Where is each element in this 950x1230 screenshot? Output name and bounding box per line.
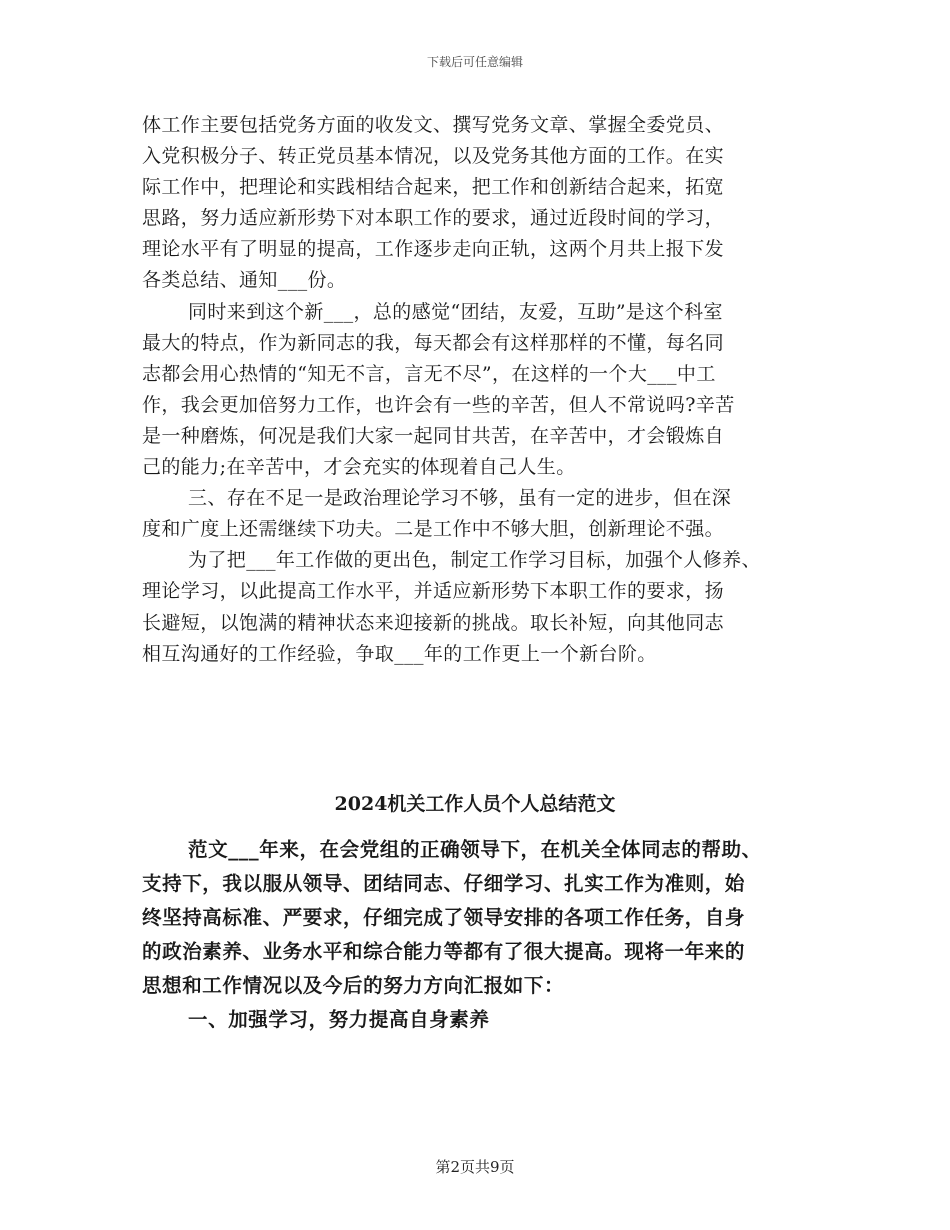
page-header-note: 下载后可任意编辑 bbox=[426, 55, 523, 69]
body-line: 最大的特点，作为新同志的我，每天都会有这样那样的不懂，每名同 bbox=[142, 331, 725, 354]
body-line: 各类总结、通知___份。 bbox=[142, 269, 347, 292]
body-line: 相互沟通好的工作经验，争取___年的工作更上一个新台阶。 bbox=[142, 642, 657, 665]
body-line: 理论水平有了明显的提高，工作逐步走向正轨，这两个月共上报下发 bbox=[142, 238, 725, 261]
body-line: 支持下，我以服从领导、团结同志、仔细学习、扎实工作为准则，始 bbox=[142, 872, 746, 895]
body-line: 作，我会更加倍努力工作，也许会有一些的辛苦，但人不常说吗?辛苦 bbox=[142, 393, 735, 416]
body-line: 思路，努力适应新形势下对本职工作的要求，通过近段时间的学习， bbox=[142, 207, 725, 230]
page-number: 第2页共9页 bbox=[435, 1158, 515, 1176]
bold-body-text bbox=[142, 833, 822, 1037]
body-text bbox=[142, 110, 822, 670]
body-line: 度和广度上还需继续下功夫。二是工作中不够大胆，创新理论不强。 bbox=[142, 518, 725, 541]
body-line: 长避短，以饱满的精神状态来迎接新的挑战。取长补短，向其他同志 bbox=[142, 611, 725, 634]
paragraph-start-line: 范文___年来，在会党组的正确领导下，在机关全体同志的帮助、 bbox=[188, 838, 762, 861]
body-line: 是一种磨炼，何况是我们大家一起同甘共苦，在辛苦中，才会锻炼自 bbox=[142, 424, 725, 447]
section-title: 2024机关工作人员个人总结范文 bbox=[334, 793, 616, 815]
body-line: 理论学习，以此提高工作水平，并适应新形势下本职工作的要求，扬 bbox=[142, 580, 725, 603]
body-line: 终坚持高标准、严要求，仔细完成了领导安排的各项工作任务，自身 bbox=[142, 906, 746, 929]
subheading: 一、加强学习，努力提高自身素养 bbox=[188, 1008, 490, 1031]
body-line: 的政治素养、业务水平和综合能力等都有了很大提高。现将一年来的 bbox=[142, 940, 746, 963]
paragraph-start-line: 同时来到这个新___，总的感觉“团结，友爱，互助”是这个科室 bbox=[188, 300, 723, 323]
body-line: 体工作主要包括党务方面的收发文、撰写党务文章、掌握全委党员、 bbox=[142, 114, 725, 136]
body-line: 际工作中，把理论和实践相结合起来，把工作和创新结合起来，拓宽 bbox=[142, 176, 725, 199]
body-line: 己的能力;在辛苦中，才会充实的体现着自己人生。 bbox=[142, 456, 576, 479]
body-line: 志都会用心热情的“知无不言，言无不尽”，在这样的一个大___中工 bbox=[142, 362, 716, 385]
body-line: 思想和工作情况以及今后的努力方向汇报如下： bbox=[142, 974, 565, 997]
body-line: 入党积极分子、转正党员基本情况，以及党务其他方面的工作。在实 bbox=[142, 145, 725, 168]
paragraph-start-line: 为了把___年工作做的更出色，制定工作学习目标，加强个人修养、 bbox=[188, 549, 761, 572]
paragraph-start-line: 三、存在不足一是政治理论学习不够，虽有一定的进步，但在深 bbox=[188, 487, 732, 510]
